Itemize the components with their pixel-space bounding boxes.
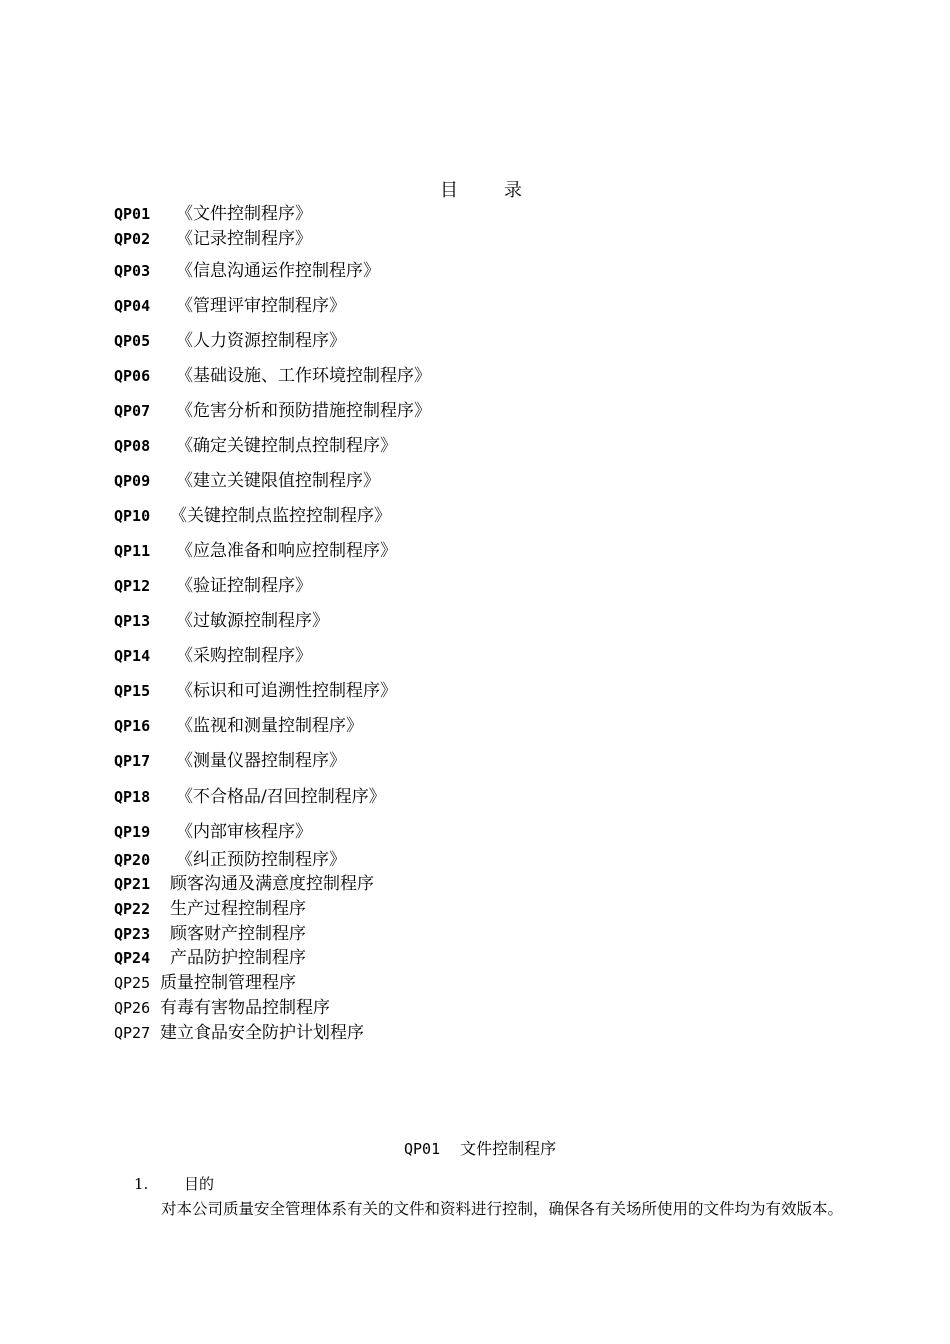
- toc-item-name: 有毒有害物品控制程序: [160, 998, 330, 1018]
- toc-item-code: QP07: [114, 402, 151, 420]
- item-heading-text: 目的: [184, 1175, 215, 1193]
- toc-item-code: QP02: [114, 230, 151, 248]
- toc-item: [114, 541, 397, 561]
- toc-item: [114, 506, 391, 526]
- section-title: [404, 1136, 556, 1159]
- toc-item-code: QP25: [114, 974, 151, 992]
- toc-item: [114, 822, 312, 842]
- section-code: QP01: [404, 1140, 441, 1158]
- toc-item-code: QP01: [114, 205, 151, 223]
- toc-item-name: 生产过程控制程序: [170, 899, 306, 919]
- toc-item-code: QP21: [114, 875, 151, 893]
- toc-item-name: 《记录控制程序》: [176, 229, 312, 249]
- toc-item-name: 《基础设施、工作环境控制程序》: [176, 366, 431, 386]
- toc-item: [114, 204, 312, 224]
- toc-item-name: 建立食品安全防护计划程序: [160, 1023, 364, 1043]
- toc-item: [114, 681, 397, 701]
- toc-item-code: QP18: [114, 788, 151, 806]
- toc-item-name: 产品防护控制程序: [170, 948, 306, 968]
- toc-title-right: 录: [504, 180, 522, 201]
- toc-item-code: QP06: [114, 367, 151, 385]
- toc-item-name: 《危害分析和预防措施控制程序》: [176, 401, 431, 421]
- section-title-text: 文件控制程序: [460, 1139, 557, 1158]
- toc-item-name: 顾客财产控制程序: [170, 924, 306, 944]
- toc-item-code: QP05: [114, 332, 151, 350]
- toc-item-name: 《建立关键限值控制程序》: [176, 471, 380, 491]
- toc-item: [114, 787, 386, 807]
- toc-item-code: QP26: [114, 999, 151, 1017]
- toc-item-code: QP27: [114, 1024, 151, 1042]
- item-heading: [134, 1173, 214, 1194]
- toc-item: [114, 401, 431, 421]
- toc-item: [114, 850, 346, 870]
- toc-item-name: 《信息沟通运作控制程序》: [176, 261, 380, 281]
- toc-item-code: QP16: [114, 717, 151, 735]
- toc-item: [114, 331, 346, 351]
- toc-item-name: 《管理评审控制程序》: [176, 296, 346, 316]
- toc-item-code: QP12: [114, 577, 151, 595]
- toc-item-name: 《人力资源控制程序》: [176, 331, 346, 351]
- toc-item-name: 《测量仪器控制程序》: [176, 751, 346, 771]
- toc-item: [114, 716, 363, 736]
- toc-item-code: QP15: [114, 682, 151, 700]
- toc-item: [114, 1023, 364, 1043]
- toc-item: [114, 611, 329, 631]
- toc-item: [114, 646, 312, 666]
- toc-item-name: 《文件控制程序》: [176, 204, 312, 224]
- toc-item: [114, 874, 374, 894]
- toc-title: [440, 176, 522, 202]
- toc-item: [114, 366, 431, 386]
- toc-item-code: QP17: [114, 752, 151, 770]
- toc-item-name: 《关键控制点监控控制程序》: [170, 506, 391, 526]
- toc-item-code: QP10: [114, 507, 151, 525]
- toc-item: [114, 899, 306, 919]
- toc-item-code: QP11: [114, 542, 151, 560]
- toc-item: [114, 924, 306, 944]
- toc-item-code: QP23: [114, 925, 151, 943]
- toc-item-name: 《不合格品/召回控制程序》: [176, 787, 386, 807]
- toc-item-name: 《内部审核程序》: [176, 822, 312, 842]
- toc-item-name: 顾客沟通及满意度控制程序: [170, 874, 374, 894]
- purpose-paragraph: 对本公司质量安全管理体系有关的文件和资料进行控制，确保各有关场所使用的文件均为有效版本。: [161, 1200, 844, 1218]
- toc-item: [114, 229, 312, 249]
- toc-item-code: QP13: [114, 612, 151, 630]
- toc-item: [114, 436, 397, 456]
- toc-item-name: 质量控制管理程序: [160, 973, 296, 993]
- toc-item-name: 《监视和测量控制程序》: [176, 716, 363, 736]
- toc-item-name: 《确定关键控制点控制程序》: [176, 436, 397, 456]
- toc-item-name: 《应急准备和响应控制程序》: [176, 541, 397, 561]
- toc-item-name: 《验证控制程序》: [176, 576, 312, 596]
- toc-item-code: QP09: [114, 472, 151, 490]
- toc-item-code: QP08: [114, 437, 151, 455]
- item-number: 1.: [134, 1175, 149, 1193]
- toc-title-left: 目: [440, 180, 458, 201]
- toc-item-code: QP04: [114, 297, 151, 315]
- toc-item: [114, 751, 346, 771]
- toc-item-code: QP24: [114, 949, 151, 967]
- toc-item-name: 《纠正预防控制程序》: [176, 850, 346, 870]
- toc-item: [114, 973, 296, 993]
- toc-item: [114, 998, 330, 1018]
- toc-item-name: 《采购控制程序》: [176, 646, 312, 666]
- toc-item: [114, 261, 380, 281]
- toc-item: [114, 948, 306, 968]
- toc-item-code: QP22: [114, 900, 151, 918]
- toc-item-code: QP20: [114, 851, 151, 869]
- toc-item-code: QP14: [114, 647, 151, 665]
- toc-item-code: QP03: [114, 262, 151, 280]
- toc-item-code: QP19: [114, 823, 151, 841]
- toc-item: [114, 576, 312, 596]
- toc-item: [114, 471, 380, 491]
- toc-item: [114, 296, 346, 316]
- toc-item-name: 《标识和可追溯性控制程序》: [176, 681, 397, 701]
- toc-item-name: 《过敏源控制程序》: [176, 611, 329, 631]
